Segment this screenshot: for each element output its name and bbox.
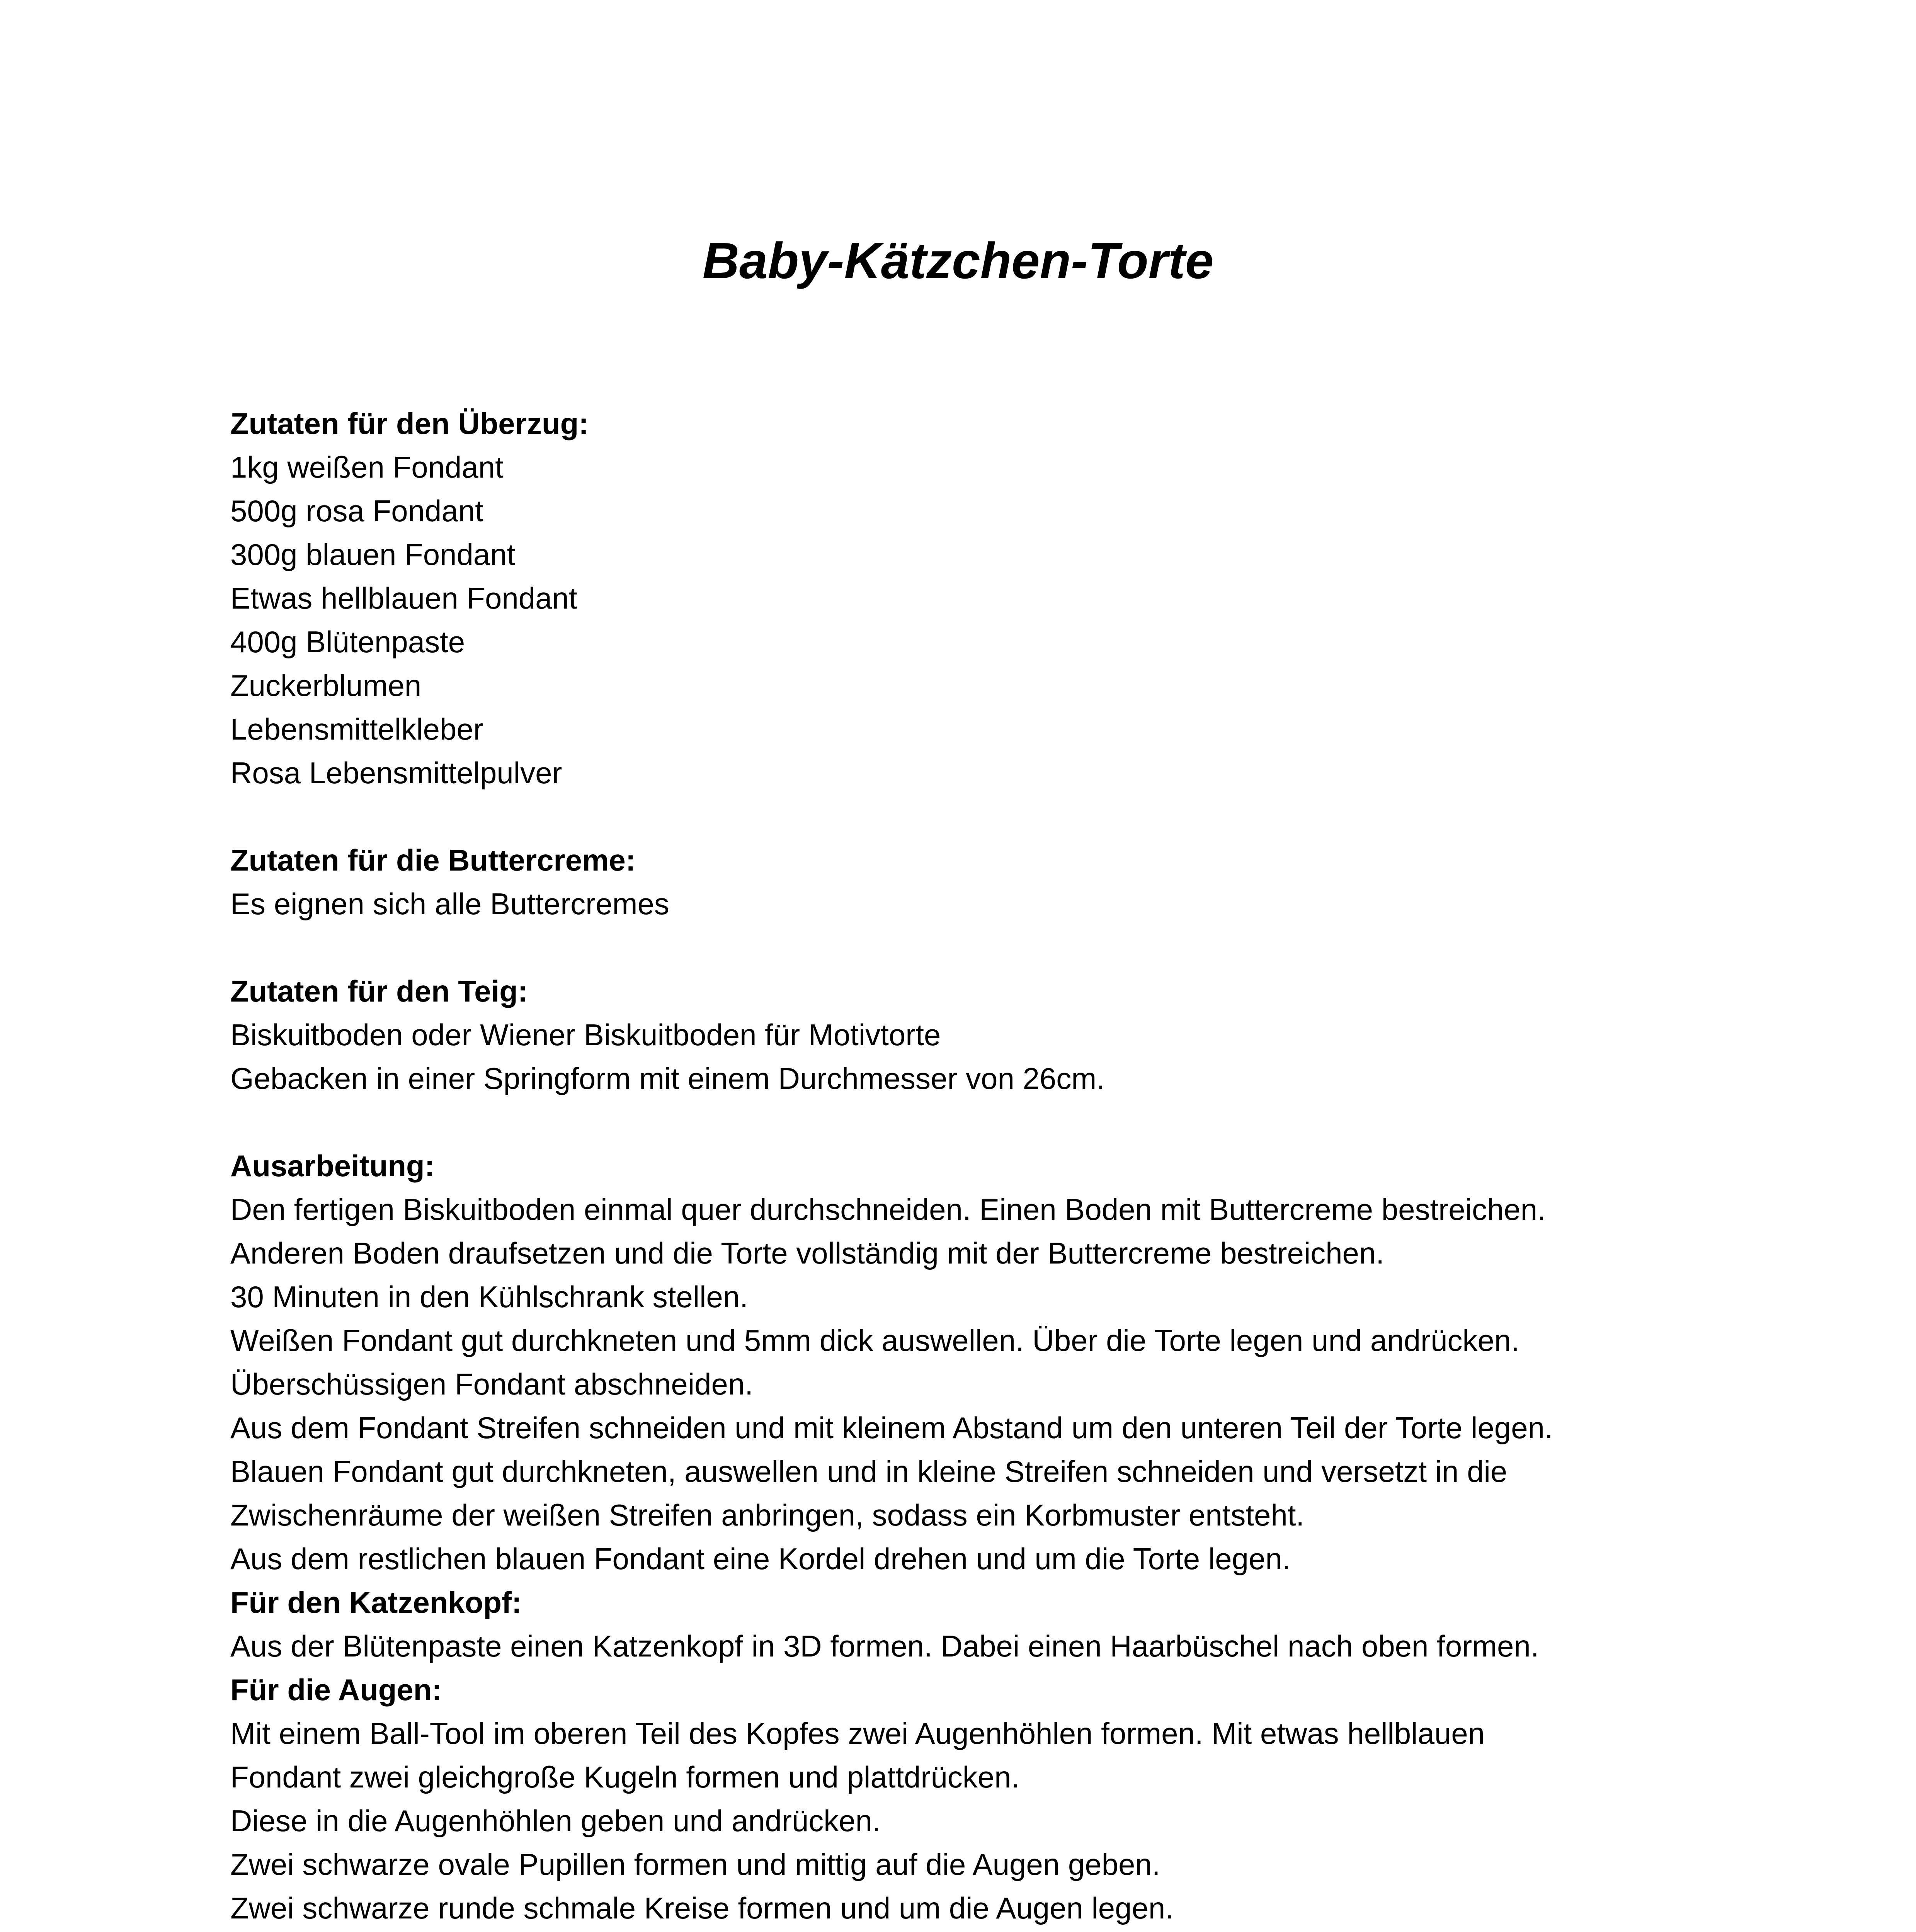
section-katzenkopf (230, 1581, 1707, 1668)
spacer (230, 926, 1707, 969)
instruction-line: Überschüssigen Fondant abschneiden. (230, 1367, 753, 1401)
section-ueberzug (230, 402, 1707, 795)
ingredient-line: Rosa Lebensmittelpulver (230, 756, 562, 790)
instruction-line: Zwischenräume der weißen Streifen anbringen, sodass ein Korbmuster entsteht. (230, 1498, 1305, 1532)
instruction-line: Anderen Boden draufsetzen und die Torte vollständig mit der Buttercreme bestreichen. (230, 1236, 1384, 1270)
instruction-line: 30 Minuten in den Kühlschrank stellen. (230, 1280, 748, 1314)
ingredient-line: 1kg weißen Fondant (230, 450, 504, 484)
instruction-line: Weißen Fondant gut durchkneten und 5mm dick auswellen. Über die Torte legen und andrücken. (230, 1323, 1520, 1357)
instruction-line (230, 1930, 1707, 1932)
ingredient-line: 300g blauen Fondant (230, 537, 516, 571)
ingredient-line: Biskuitboden oder Wiener Biskuitboden für Motivtorte (230, 1018, 941, 1052)
section-ausarbeitung (230, 1144, 1707, 1581)
instruction-line: Aus dem Fondant Streifen schneiden und mit kleinem Abstand um den unteren Teil der Torte legen. (230, 1411, 1553, 1445)
section-heading: Für die Augen: (230, 1673, 442, 1707)
instruction-line: Zwei schwarze ovale Pupillen formen und mittig auf die Augen geben. (230, 1847, 1160, 1881)
section-heading: Für den Katzenkopf: (230, 1585, 522, 1619)
instruction-line: Zwei schwarze runde schmale Kreise formen und um die Augen legen. (230, 1891, 1174, 1925)
section-buttercreme (230, 838, 1707, 926)
ingredient-line: 500g rosa Fondant (230, 494, 483, 528)
section-augen (230, 1668, 1707, 1932)
spacer (230, 795, 1707, 838)
spacer (230, 1100, 1707, 1144)
ingredient-line: Etwas hellblauen Fondant (230, 581, 577, 615)
ingredient-line: Lebensmittelkleber (230, 712, 483, 746)
instruction-line: Den fertigen Biskuitboden einmal quer durchschneiden. Einen Boden mit Buttercreme bestreichen. (230, 1192, 1546, 1226)
recipe-content (230, 402, 1707, 1932)
instruction-line: Diese in die Augenhöhlen geben und andrücken. (230, 1804, 881, 1838)
section-heading: Ausarbeitung: (230, 1149, 435, 1183)
section-heading: Zutaten für den Teig: (230, 974, 528, 1008)
ingredient-line: Gebacken in einer Springform mit einem Durchmesser von 26cm. (230, 1061, 1105, 1095)
ingredient-line: Es eignen sich alle Buttercremes (230, 887, 669, 921)
instruction-line: Aus der Blütenpaste einen Katzenkopf in 3D formen. Dabei einen Haarbüschel nach oben formen. (230, 1629, 1539, 1663)
instruction-line: Fondant zwei gleichgroße Kugeln formen und plattdrücken. (230, 1760, 1020, 1794)
instruction-line: Mit einem Ball-Tool im oberen Teil des Kopfes zwei Augenhöhlen formen. Mit etwas hellblauen (230, 1716, 1485, 1750)
ingredient-line: 400g Blütenpaste (230, 625, 465, 659)
ingredient-line: Zuckerblumen (230, 668, 422, 702)
section-teig (230, 969, 1707, 1100)
page-title: Baby-Kätzchen-Torte (702, 232, 1214, 289)
instruction-line: Blauen Fondant gut durchkneten, auswellen und in kleine Streifen schneiden und versetzt in die (230, 1454, 1508, 1488)
instruction-line: Aus dem restlichen blauen Fondant eine Kordel drehen und um die Torte legen. (230, 1542, 1291, 1576)
section-heading: Zutaten für die Buttercreme: (230, 843, 636, 877)
section-heading: Zutaten für den Überzug: (230, 406, 589, 440)
